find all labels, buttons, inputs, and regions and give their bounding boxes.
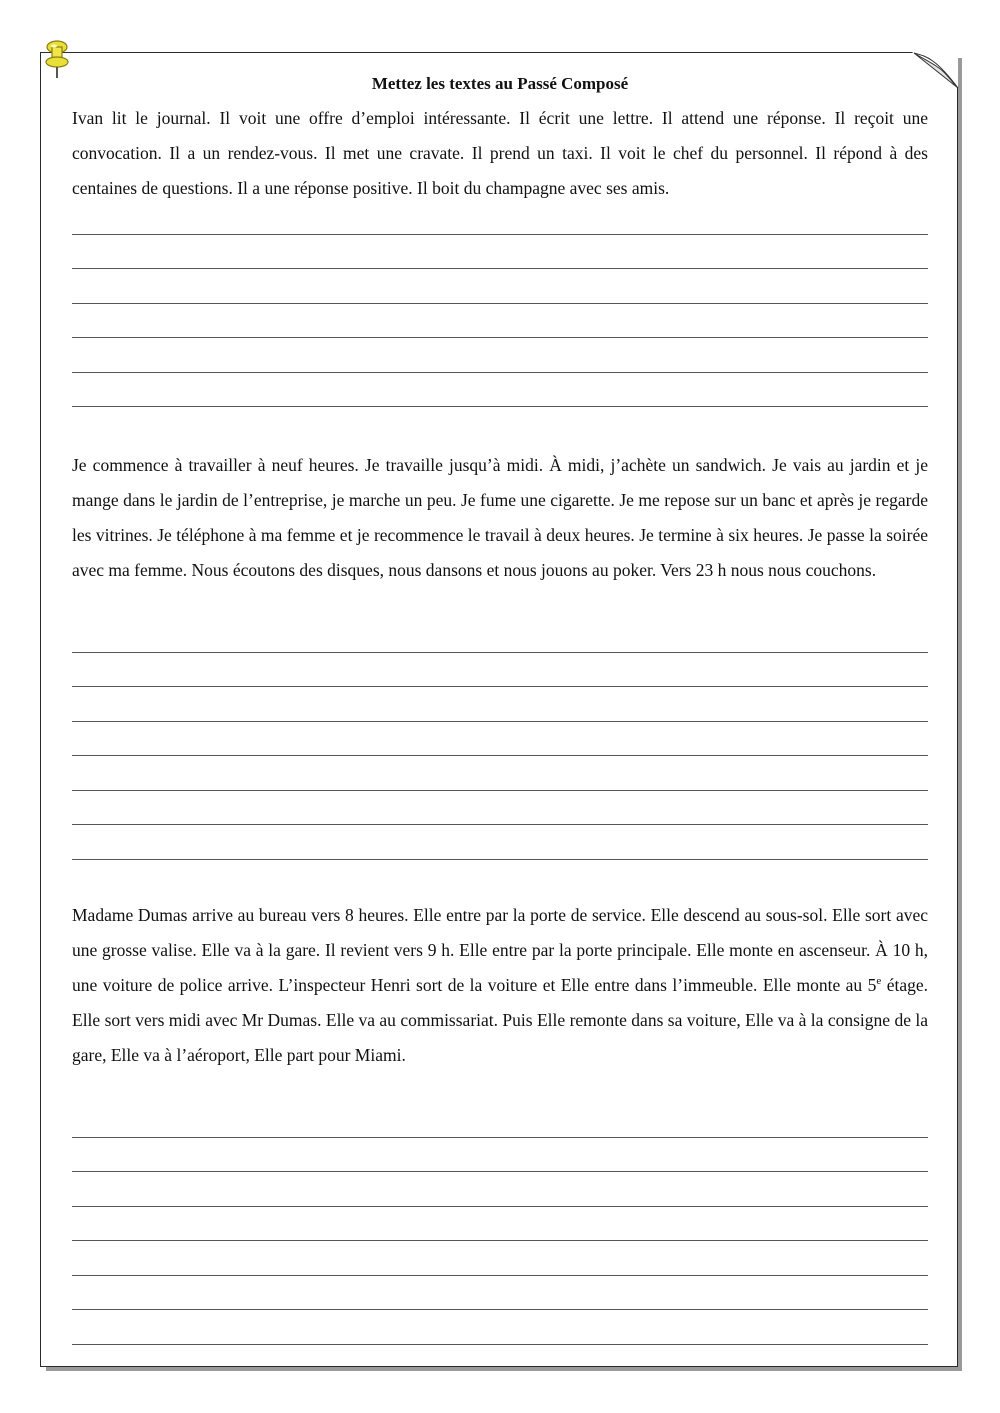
answer-line[interactable] [72, 1276, 928, 1311]
exercise-3-text-part2: étage. Elle sort vers midi avec Mr Dumas. Elle va au commissariat. Puis Elle remonte dans sa voiture, Elle va à la consigne de la gare, Elle va à l’aéroport, Elle part pour Miami. [72, 975, 928, 1065]
answer-line[interactable] [72, 1138, 928, 1173]
answer-line[interactable] [72, 200, 928, 235]
answer-line[interactable] [72, 653, 928, 688]
exercise-1-answer-lines [72, 200, 928, 407]
answer-line[interactable] [72, 1310, 928, 1345]
answer-line[interactable] [72, 791, 928, 826]
page-title: Mettez les textes au Passé Composé [371, 74, 629, 93]
answer-line[interactable] [72, 1207, 928, 1242]
answer-line[interactable] [72, 373, 928, 408]
answer-line[interactable] [72, 618, 928, 653]
exercise-2-text: Je commence à travailler à neuf heures. Je travaille jusqu’à midi. À midi, j’achète un sandwich. Je vais au jardin et je mange dans le jardin de l’entreprise, je marche un peu. Je fume une cigarette. Je me repose sur un banc et après je regarde les vitrines. Je téléphone à ma femme et je recommence le travail à deux heures. Je termine à six heures. Je passe la soirée avec ma femme. Nous écoutons des disques, nous dansons et nous jouons au poker. Vers 23 h nous nous couchons. [72, 455, 928, 580]
answer-line[interactable] [72, 304, 928, 339]
answer-line[interactable] [72, 235, 928, 270]
answer-line[interactable] [72, 269, 928, 304]
answer-line[interactable] [72, 1103, 928, 1138]
exercise-3-text-part1: Madame Dumas arrive au bureau vers 8 heures. Elle entre par la porte de service. Elle descend au sous-sol. Elle sort avec une grosse valise. Elle va à la gare. Il revient vers 9 h. Elle entre par la porte principale. Elle monte en ascenseur. À 10 h, une voiture de police arrive. L’inspecteur Henri sort de la voiture et Elle entre dans l’immeuble. Elle monte au 5 [72, 905, 928, 995]
exercise-3-answer-lines [72, 1103, 928, 1345]
answer-line[interactable] [72, 1241, 928, 1276]
answer-line[interactable] [72, 1172, 928, 1207]
answer-line[interactable] [72, 338, 928, 373]
answer-line[interactable] [72, 722, 928, 757]
ordinal-superscript: e [876, 975, 882, 988]
answer-line[interactable] [72, 756, 928, 791]
exercise-3-text [72, 898, 928, 1073]
answer-line[interactable] [72, 825, 928, 860]
exercise-2-answer-lines [72, 618, 928, 860]
answer-line[interactable] [72, 687, 928, 722]
exercise-1-text: Ivan lit le journal. Il voit une offre d’emploi intéressante. Il écrit une lettre. Il attend une réponse. Il reçoit une convocation. Il a un rendez-vous. Il met une cravate. Il prend un taxi. Il voit le chef du personnel. Il répond à des centaines de questions. Il a une réponse positive. Il boit du champagne avec ses amis. [72, 108, 928, 198]
